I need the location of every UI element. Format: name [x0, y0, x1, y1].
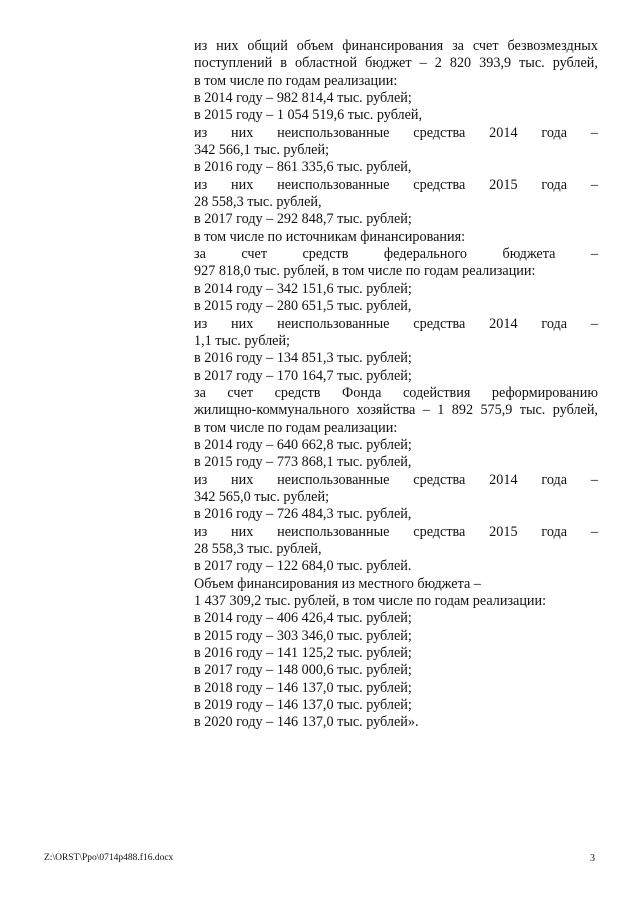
footer-file-path: Z:\ORST\Ppo\0714p488.f16.docx — [44, 853, 174, 863]
word: из — [194, 124, 208, 141]
text-line: в том числе по источникам финансирования: — [194, 228, 466, 245]
text-line — [194, 246, 598, 263]
word: объем — [296, 38, 334, 54]
word: 2014 — [489, 124, 518, 141]
text-line: в 2015 году – 1 054 519,6 тыс. рублей, — [194, 107, 423, 124]
text-line — [194, 38, 598, 55]
text-line: в 2014 году – 982 814,4 тыс. рублей; — [194, 90, 412, 107]
text-line: 28 558,3 тыс. рублей, — [194, 194, 322, 211]
word: 1 — [437, 402, 445, 419]
word: 393,9 — [479, 55, 512, 72]
text-line: в 2014 году – 342 151,6 тыс. рублей; — [194, 280, 412, 297]
word: них — [231, 523, 254, 540]
word: них — [231, 176, 254, 193]
word: средства — [413, 315, 466, 332]
text-line: в 2020 году – 146 137,0 тыс. рублей». — [194, 714, 419, 731]
document-body — [194, 38, 598, 732]
word: счет — [241, 246, 268, 263]
word: неиспользованные — [277, 471, 390, 488]
word: них — [231, 124, 254, 141]
text-line: в том числе по годам реализации: — [194, 419, 398, 436]
word: года — [541, 471, 568, 488]
word: года — [541, 315, 568, 332]
word: неиспользованные — [277, 124, 390, 141]
text-line — [194, 472, 598, 489]
text-line: 1,1 тыс. рублей; — [194, 332, 290, 349]
word: 892 — [451, 402, 474, 419]
text-line: в 2017 году – 148 000,6 тыс. рублей; — [194, 662, 412, 679]
word: 575,9 — [480, 402, 513, 419]
text-line — [194, 402, 598, 419]
text-line: в 2014 году – 640 662,8 тыс. рублей; — [194, 436, 412, 453]
word: – — [590, 176, 598, 193]
text-line — [194, 55, 598, 72]
text-line: в 2015 году – 303 346,0 тыс. рублей; — [194, 627, 412, 644]
word: за — [194, 246, 206, 263]
word: счет — [472, 38, 499, 54]
word: средства — [413, 471, 466, 488]
text-line: Объем финансирования из местного бюджета – — [194, 575, 481, 592]
word: 820 — [449, 55, 472, 72]
word: из — [194, 315, 208, 332]
word: общий — [247, 38, 288, 54]
word: из — [194, 471, 208, 488]
word: – — [590, 246, 598, 263]
text-line — [194, 385, 598, 402]
word: за — [194, 384, 206, 401]
text-line: в 2018 году – 146 137,0 тыс. рублей; — [194, 679, 412, 696]
word: – — [590, 315, 598, 332]
word: средств — [274, 384, 321, 401]
word: неиспользованные — [277, 176, 390, 193]
text-line: в 2017 году – 170 164,7 тыс. рублей; — [194, 367, 412, 384]
word: средства — [413, 124, 466, 141]
word: тыс. — [519, 402, 546, 419]
word: финансирования — [342, 38, 444, 54]
text-line: в 2016 году – 726 484,3 тыс. рублей, — [194, 506, 412, 523]
text-line: в 2016 году – 861 335,6 тыс. рублей, — [194, 159, 412, 176]
text-line: 342 566,1 тыс. рублей; — [194, 142, 330, 159]
word: них — [231, 471, 254, 488]
word: поступлений — [194, 55, 273, 72]
text-line: 342 565,0 тыс. рублей; — [194, 488, 330, 505]
word: в — [280, 55, 287, 72]
word: реформированию — [491, 384, 598, 401]
word: неиспользованные — [277, 523, 390, 540]
word: – — [419, 55, 427, 72]
text-line — [194, 316, 598, 333]
word: средства — [413, 523, 466, 540]
text-line — [194, 125, 598, 142]
text-line — [194, 524, 598, 541]
word: бюджет — [365, 55, 412, 72]
text-line: в 2017 году – 292 848,7 тыс. рублей; — [194, 211, 412, 228]
text-line: 927 818,0 тыс. рублей, в том числе по годам реализации: — [194, 263, 536, 280]
word: – — [590, 471, 598, 488]
word: года — [541, 523, 568, 540]
word: – — [590, 523, 598, 540]
text-line: 1 437 309,2 тыс. рублей, в том числе по годам реализации: — [194, 593, 547, 609]
word: за — [452, 38, 464, 54]
word: счет — [227, 384, 254, 401]
text-line: 28 558,3 тыс. рублей, — [194, 540, 322, 557]
text-line: в 2016 году – 141 125,2 тыс. рублей; — [194, 645, 412, 662]
word: средств — [302, 246, 349, 263]
text-line: в 2016 году – 134 851,3 тыс. рублей; — [194, 350, 412, 367]
word: содействия — [402, 384, 471, 401]
word: тыс. — [519, 55, 545, 72]
word: 2014 — [489, 315, 518, 332]
word: 2014 — [489, 471, 518, 488]
word: рублей, — [552, 55, 598, 72]
word: – — [422, 402, 430, 419]
word: года — [541, 124, 568, 141]
word: хозяйства — [356, 402, 416, 419]
word: жилищно-коммунального — [194, 402, 350, 419]
text-line: в 2017 году – 122 684,0 тыс. рублей. — [194, 558, 412, 575]
text-line: в 2014 году – 406 426,4 тыс. рублей; — [194, 610, 412, 627]
word: федерального — [383, 246, 468, 263]
word: – — [590, 124, 598, 141]
word: года — [541, 176, 568, 193]
word: областной — [294, 55, 358, 72]
word: бюджета — [502, 246, 556, 263]
word: них — [216, 38, 239, 54]
text-line: в 2015 году – 773 868,1 тыс. рублей, — [194, 454, 412, 471]
word: неиспользованные — [277, 315, 390, 332]
word: 2015 — [489, 176, 518, 193]
page-number: 3 — [590, 853, 595, 864]
word: Фонда — [342, 384, 382, 401]
text-line: в том числе по годам реализации: — [194, 72, 398, 89]
word: 2 — [434, 55, 442, 72]
text-line — [194, 177, 598, 194]
word: них — [231, 315, 254, 332]
word: безвозмездных — [507, 38, 598, 54]
word: из — [194, 176, 208, 193]
word: 2015 — [489, 523, 518, 540]
word: средства — [413, 176, 466, 193]
word: из — [194, 38, 208, 54]
text-line: в 2015 году – 280 651,5 тыс. рублей, — [194, 298, 412, 315]
text-line: в 2019 году – 146 137,0 тыс. рублей; — [194, 697, 412, 714]
word: из — [194, 523, 208, 540]
word: рублей, — [552, 402, 598, 419]
